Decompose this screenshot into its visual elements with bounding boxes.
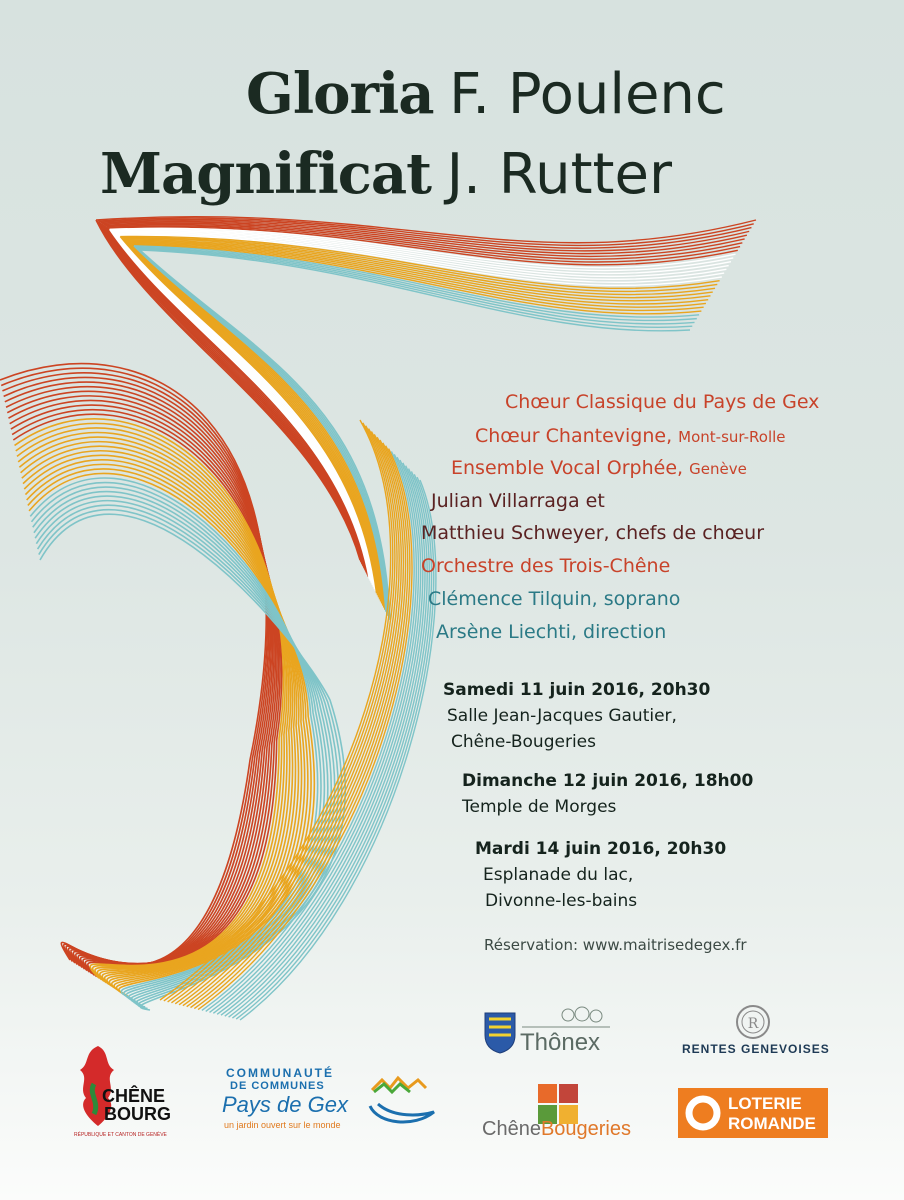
chene-bourg-tagline: RÉPUBLIQUE ET CANTON DE GENÈVE xyxy=(74,1132,167,1138)
credit-location: Genève xyxy=(689,460,747,478)
date-time: Samedi 11 juin 2016, 20h30 xyxy=(443,680,711,700)
reservation-info: Réservation: www.maitrisedegex.fr xyxy=(484,936,747,954)
concert-date-1 xyxy=(443,677,710,755)
venue: Esplanade du lac, xyxy=(483,865,634,885)
work-title: Magnificat xyxy=(100,141,432,207)
date-time: Mardi 14 juin 2016, 20h30 xyxy=(475,839,727,859)
rentes-emblem-icon xyxy=(680,1002,826,1042)
composer-name: J. Rutter xyxy=(446,142,672,207)
loterie-romande-logo xyxy=(678,1088,828,1138)
date-time: Dimanche 12 juin 2016, 18h00 xyxy=(462,771,754,791)
credit-main: Orchestre des Trois-Chêne xyxy=(421,555,671,577)
title-line-gloria xyxy=(246,61,726,127)
ccpg-line3: Pays de Gex xyxy=(222,1092,348,1117)
credit-matthieu xyxy=(421,521,764,545)
bourg-label: BOURG xyxy=(104,1104,171,1124)
credit-main: Clémence Tilquin, soprano xyxy=(428,588,681,610)
venue-city: Chêne-Bougeries xyxy=(451,732,596,752)
romande-label: ROMANDE xyxy=(728,1114,816,1133)
svg-text:R: R xyxy=(747,1016,759,1032)
venue: Salle Jean-Jacques Gautier, xyxy=(447,706,677,726)
ccpg-line2: DE COMMUNES xyxy=(230,1080,325,1092)
loterie-ring-icon xyxy=(684,1094,722,1132)
ccpg-tagline: un jardin ouvert sur le monde xyxy=(224,1120,341,1130)
credit-choeur-chantevigne xyxy=(475,424,786,449)
rentes-label: RENTES GENEVOISES xyxy=(682,1042,830,1056)
credit-choeur-classique xyxy=(505,390,819,414)
credit-main: Chœur Classique du Pays de Gex xyxy=(505,391,820,413)
credit-ensemble-orphee xyxy=(451,456,747,481)
credit-main: Chœur Chantevigne, xyxy=(475,425,673,447)
pays-de-gex-logo xyxy=(222,1066,438,1136)
credit-main: Matthieu Schweyer, chefs de chœur xyxy=(421,522,765,544)
title-line-magnificat xyxy=(100,141,672,207)
wave-line xyxy=(39,510,342,1009)
work-title: Gloria xyxy=(246,61,434,127)
thonex-logo xyxy=(482,1005,612,1055)
chene-part: Chêne xyxy=(482,1118,541,1140)
venue-city: Divonne-les-bains xyxy=(485,891,638,911)
credit-soprano xyxy=(428,587,680,611)
credit-main: Ensemble Vocal Orphée, xyxy=(451,457,684,479)
thonex-label: Thônex xyxy=(520,1029,601,1056)
bougeries-part: Bougeries xyxy=(540,1118,631,1140)
chene-bougeries-logo xyxy=(482,1084,632,1142)
venue: Temple de Morges xyxy=(462,797,617,817)
loterie-label: LOTERIE xyxy=(728,1094,802,1113)
credit-direction xyxy=(436,620,666,644)
ccpg-line1: COMMUNAUTÉ xyxy=(226,1066,334,1080)
rentes-genevoises-logo xyxy=(680,1002,830,1058)
credit-location: Mont-sur-Rolle xyxy=(678,428,786,446)
concert-date-2 xyxy=(462,768,753,820)
chene-bourg-logo xyxy=(74,1044,180,1140)
composer-name: F. Poulenc xyxy=(449,62,726,127)
mountain-lake-icon xyxy=(368,1072,438,1128)
credit-main: Arsène Liechti, direction xyxy=(436,621,667,643)
credit-orchestre xyxy=(421,554,670,578)
concert-date-3 xyxy=(475,836,726,914)
credit-main: Julian Villarraga et xyxy=(431,490,605,512)
chene-label: CHÊNE xyxy=(102,1086,166,1106)
credit-julian xyxy=(431,489,605,513)
